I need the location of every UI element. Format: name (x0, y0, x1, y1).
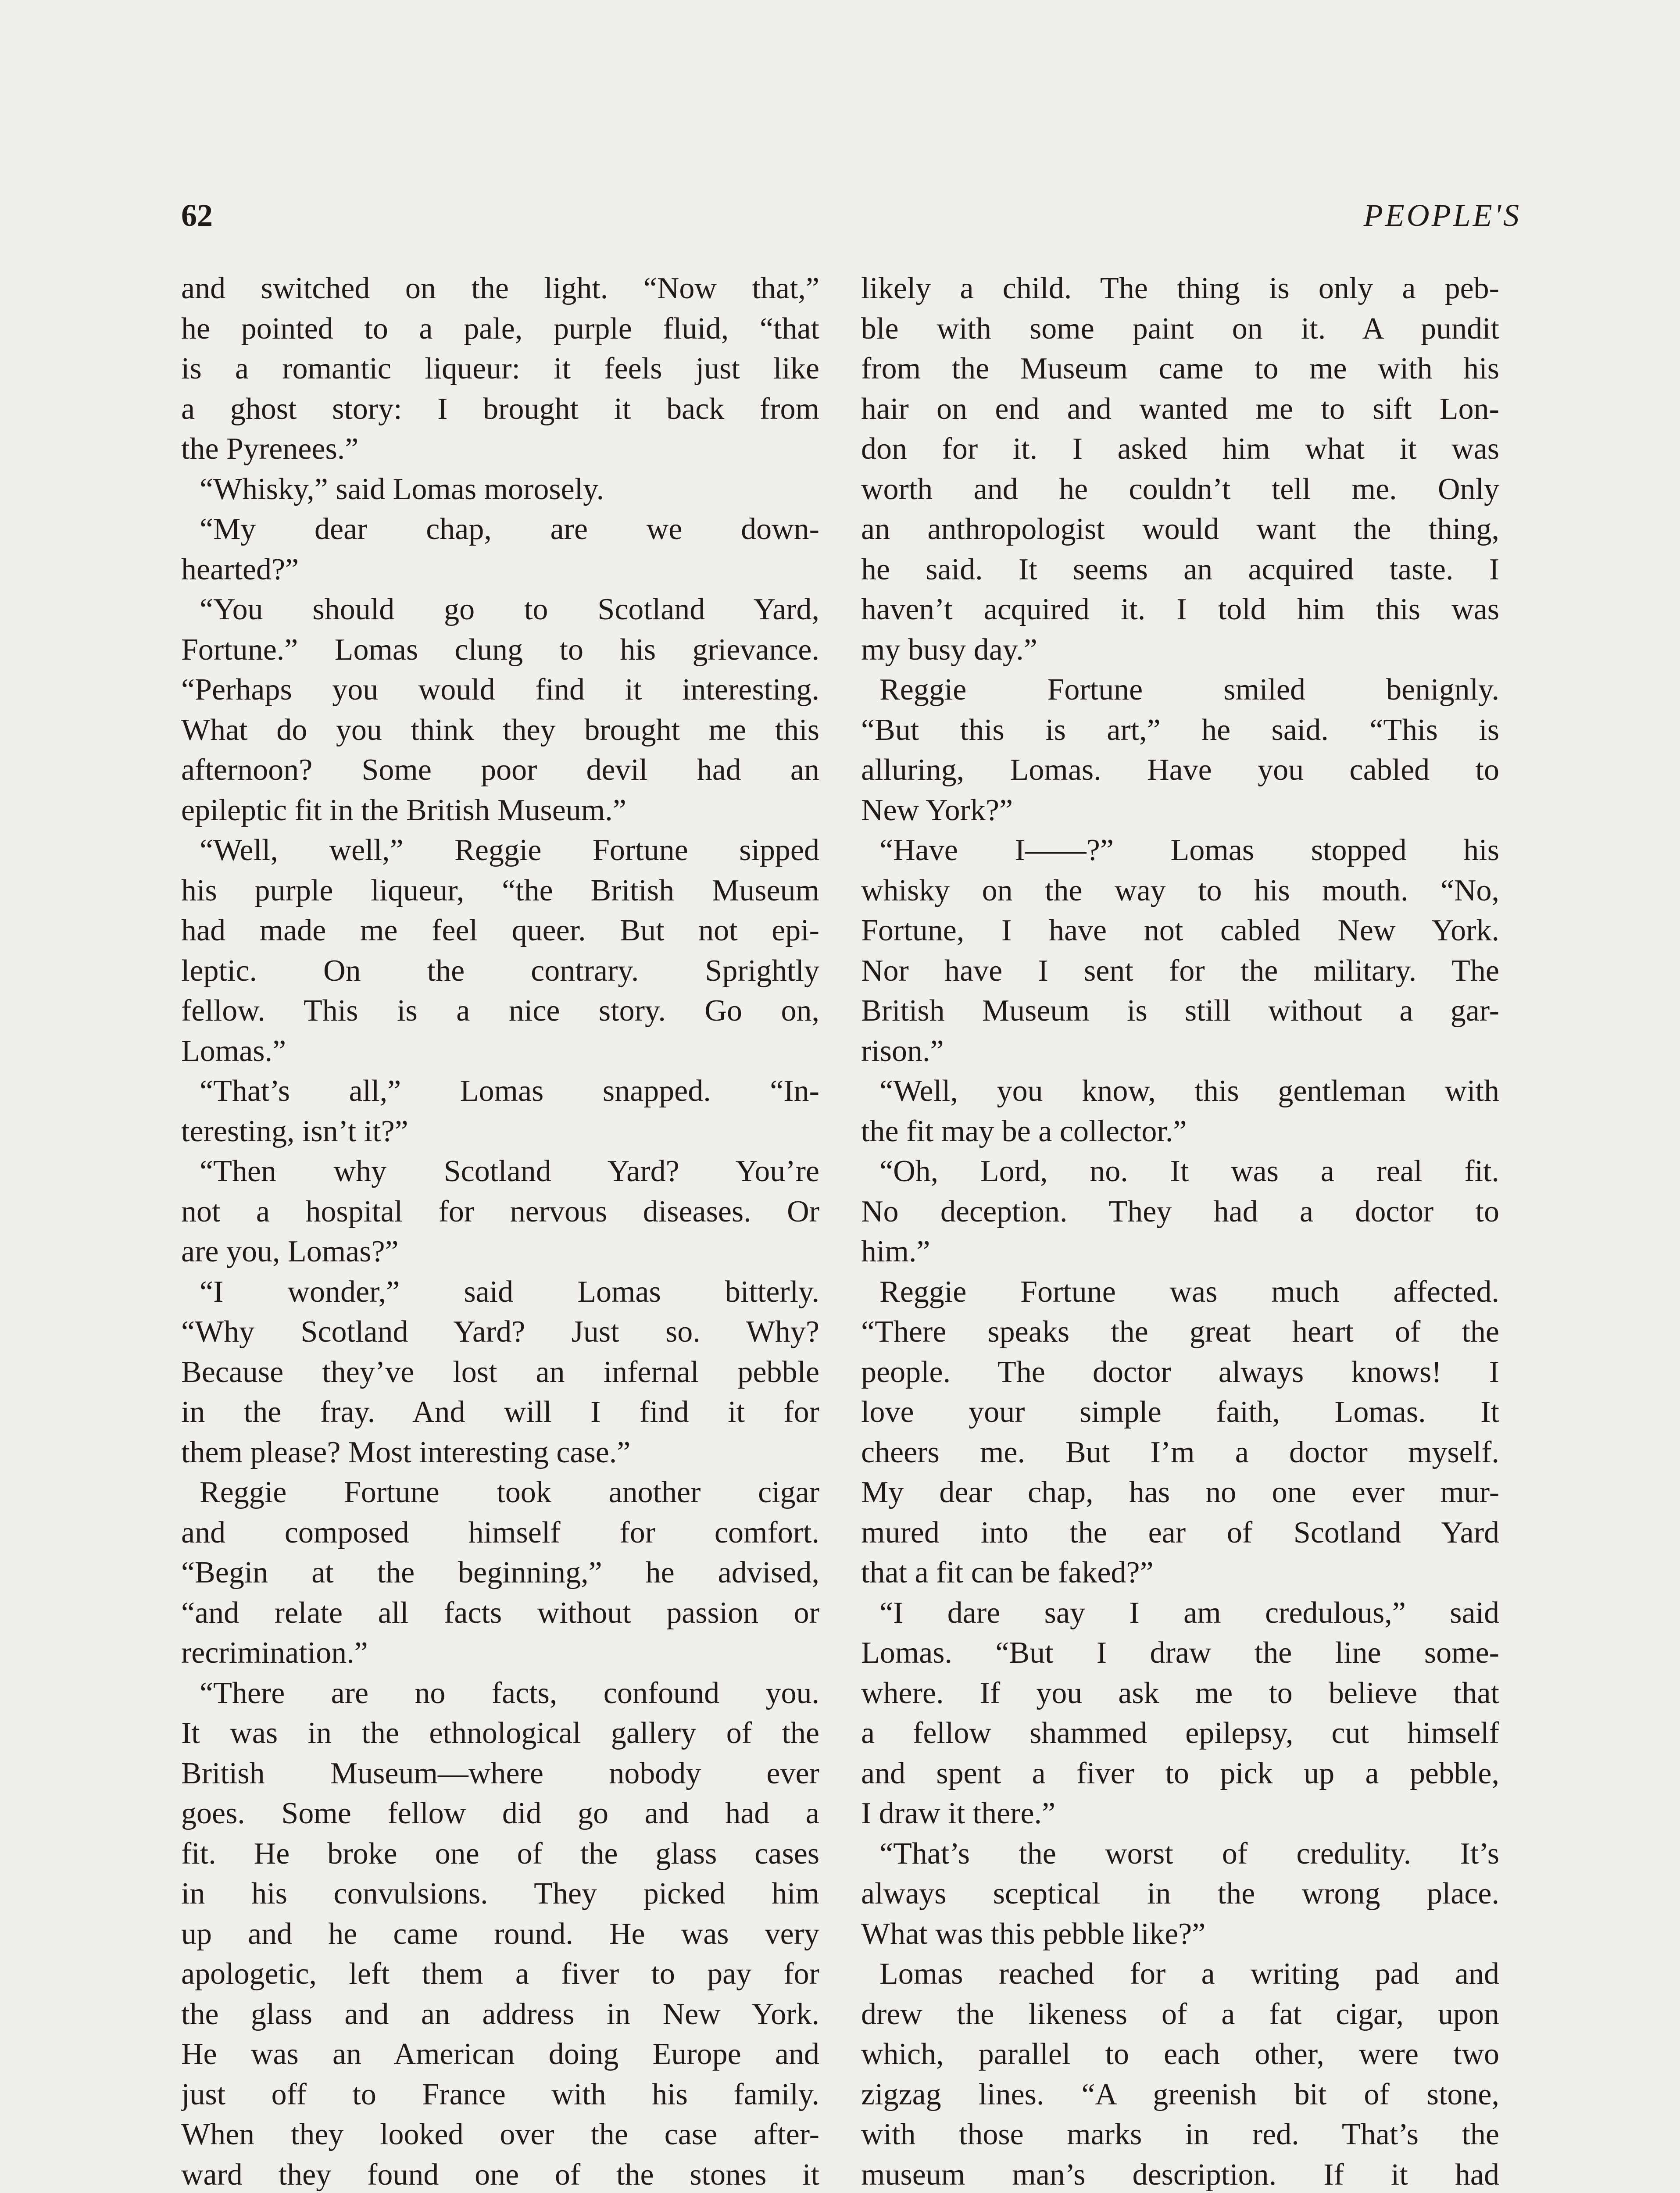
text-line: the Pyrenees.” (181, 432, 359, 466)
text-line: “That’s the worst of credulity. It’s (879, 1836, 1499, 1871)
text-line: teresting, isn’t it?” (181, 1114, 408, 1148)
text-line: afternoon? Some poor devil had an (181, 753, 819, 787)
text-line: and switched on the light. “Now that,” (181, 271, 819, 305)
text-line: Lomas reached for a writing pad and (879, 1957, 1499, 1991)
text-line: that a fit can be faked?” (861, 1556, 1154, 1589)
text-line: “Why Scotland Yard? Just so. Why? (181, 1315, 819, 1349)
text-line: leptic. On the contrary. Sprightly (181, 954, 819, 988)
text-line: British Museum is still without a gar- (861, 994, 1499, 1028)
text-line: What was this pebble like?” (861, 1917, 1206, 1951)
text-line: “Oh, Lord, no. It was a real fit. (879, 1154, 1499, 1188)
text-line: up and he came round. He was very (181, 1917, 819, 1951)
text-line: with those marks in red. That’s the (861, 2118, 1499, 2151)
text-line: a ghost story: I brought it back from (181, 392, 819, 426)
text-line: fit. He broke one of the glass cases (181, 1836, 819, 1871)
text-line: an anthropologist would want the thing, (861, 512, 1499, 546)
text-line: is a romantic liqueur: it feels just like (181, 352, 819, 386)
text-line: “Well, well,” Reggie Fortune sipped (200, 833, 819, 867)
text-line: New York?” (861, 793, 1013, 827)
text-line: “My dear chap, are we down- (200, 512, 819, 546)
text-line: Reggie Fortune took another cigar (200, 1475, 819, 1509)
text-line: What do you think they brought me this (181, 713, 819, 747)
text-line: It was in the ethnological gallery of the (181, 1716, 819, 1750)
page-number: 62 (181, 198, 213, 233)
text-line: he pointed to a pale, purple fluid, “that (181, 311, 819, 346)
text-line: Because they’ve lost an infernal pebble (181, 1355, 819, 1389)
text-line: When they looked over the case after- (181, 2118, 819, 2151)
text-line: Fortune, I have not cabled New York. (861, 914, 1499, 947)
left-column (181, 268, 819, 2193)
text-line: “and relate all facts without passion or (181, 1596, 819, 1630)
text-line: and spent a fiver to pick up a pebble, (861, 1756, 1499, 1790)
text-line: from the Museum came to me with his (861, 352, 1499, 386)
text-line: My dear chap, has no one ever mur- (861, 1475, 1499, 1509)
text-line: don for it. I asked him what it was (861, 432, 1499, 466)
text-line: “Whisky,” said Lomas morosely. (200, 472, 604, 506)
text-line: He was an American doing Europe and (181, 2037, 819, 2071)
text-line: which, parallel to each other, were two (861, 2037, 1499, 2071)
right-column (861, 268, 1499, 2193)
text-line: epileptic fit in the British Museum.” (181, 793, 626, 827)
text-line: mured into the ear of Scotland Yard (861, 1515, 1499, 1550)
text-line: Lomas.” (181, 1034, 286, 1068)
text-line: hearted?” (181, 552, 299, 586)
text-line: them please? Most interesting case.” (181, 1435, 631, 1469)
text-line: and composed himself for comfort. (181, 1515, 819, 1550)
text-line: “That’s all,” Lomas snapped. “In- (200, 1074, 819, 1108)
text-line: zigzag lines. “A greenish bit of stone, (861, 2077, 1499, 2111)
text-line: him.” (861, 1235, 930, 1268)
text-line: museum man’s description. If it had (861, 2157, 1499, 2192)
text-line: “Well, you know, this gentleman with (879, 1074, 1499, 1108)
text-line: recrimination.” (181, 1636, 368, 1670)
text-line: love your simple faith, Lomas. It (861, 1395, 1499, 1429)
text-line: where. If you ask me to believe that (861, 1676, 1499, 1710)
text-line: cheers me. But I’m a doctor myself. (861, 1435, 1499, 1469)
text-line: hair on end and wanted me to sift Lon- (861, 392, 1499, 426)
text-line: had made me feel queer. But not epi- (181, 914, 819, 947)
text-line: ble with some paint on it. A pundit (861, 311, 1499, 346)
text-line: “Have I——?” Lomas stopped his (879, 833, 1499, 867)
text-line: my busy day.” (861, 632, 1037, 667)
text-line: worth and he couldn’t tell me. Only (861, 472, 1499, 506)
text-line: not a hospital for nervous diseases. Or (181, 1194, 819, 1229)
text-line: fellow. This is a nice story. Go on, (181, 994, 819, 1028)
text-line: always sceptical in the wrong place. (861, 1877, 1499, 1911)
text-line: Reggie Fortune smiled benignly. (879, 673, 1499, 707)
text-line: are you, Lomas?” (181, 1235, 399, 1268)
text-line: I draw it there.” (861, 1797, 1056, 1830)
page-header (181, 197, 1521, 246)
text-line: his purple liqueur, “the British Museum (181, 873, 819, 907)
text-line: “Begin at the beginning,” he advised, (181, 1556, 819, 1589)
text-line: the glass and an address in New York. (181, 1997, 819, 2031)
text-line: Fortune.” Lomas clung to his grievance. (181, 632, 819, 667)
text-line: apologetic, left them a fiver to pay for (181, 1957, 819, 1991)
text-line: likely a child. The thing is only a peb- (861, 271, 1499, 305)
text-line: goes. Some fellow did go and had a (181, 1797, 819, 1830)
text-line: “I wonder,” said Lomas bitterly. (200, 1275, 819, 1309)
text-line: the fit may be a collector.” (861, 1114, 1187, 1148)
text-line: “I dare say I am credulous,” said (879, 1596, 1499, 1630)
text-line: just off to France with his family. (181, 2077, 819, 2111)
text-line: “Then why Scotland Yard? You’re (200, 1154, 819, 1188)
text-line: Lomas. “But I draw the line some- (861, 1636, 1499, 1670)
running-head: PEOPLE'S (1363, 198, 1521, 233)
text-line: “There speaks the great heart of the (861, 1315, 1499, 1349)
text-line: a fellow shammed epilepsy, cut himself (861, 1716, 1499, 1750)
text-line: haven’t acquired it. I told him this was (861, 593, 1499, 626)
text-line: “There are no facts, confound you. (200, 1676, 819, 1710)
text-line: in his convulsions. They picked him (181, 1877, 819, 1911)
text-line: whisky on the way to his mouth. “No, (861, 873, 1499, 907)
text-line: drew the likeness of a fat cigar, upon (861, 1997, 1499, 2031)
text-line: people. The doctor always knows! I (861, 1355, 1499, 1389)
text-line: alluring, Lomas. Have you cabled to (861, 753, 1499, 787)
text-line: “Perhaps you would find it interesting. (181, 673, 819, 707)
text-line: “You should go to Scotland Yard, (200, 593, 819, 626)
text-line: No deception. They had a doctor to (861, 1194, 1499, 1229)
text-line: rison.” (861, 1034, 944, 1068)
text-line: British Museum—where nobody ever (181, 1756, 819, 1790)
text-line: Reggie Fortune was much affected. (879, 1275, 1499, 1309)
text-line: in the fray. And will I find it for (181, 1395, 819, 1429)
text-line: ward they found one of the stones it (181, 2157, 819, 2192)
text-line: “But this is art,” he said. “This is (861, 713, 1499, 747)
text-line: he said. It seems an acquired taste. I (861, 552, 1499, 586)
text-line: Nor have I sent for the military. The (861, 954, 1499, 988)
